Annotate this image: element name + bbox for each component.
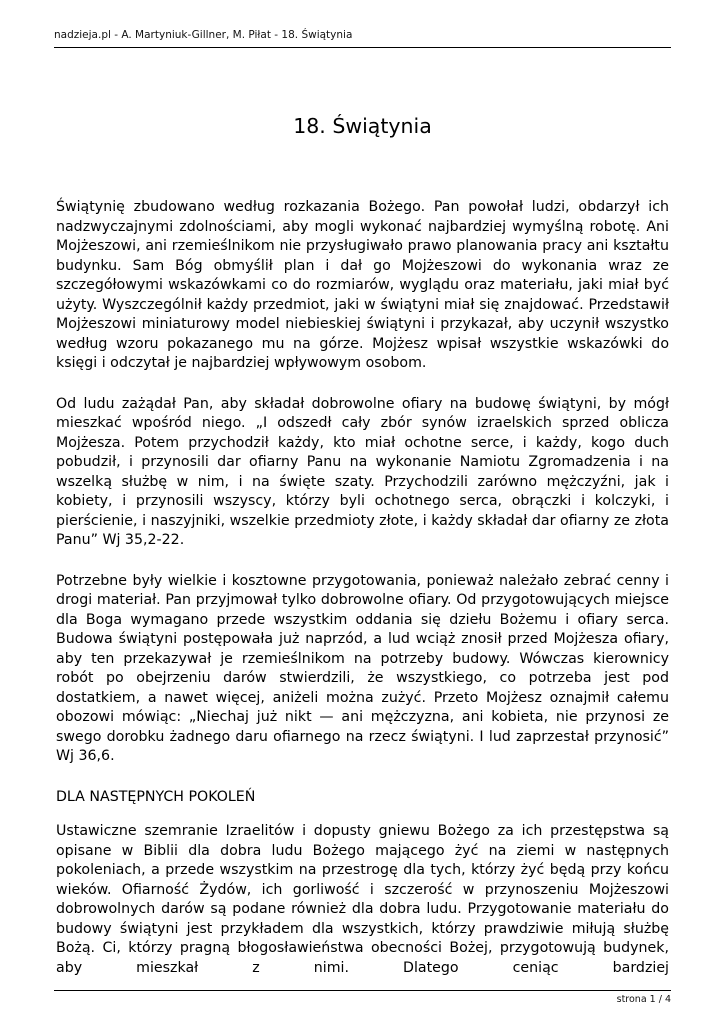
paragraph-2: Od ludu zażądał Pan, aby składał dobrowolne ofiary na budowę świątyni, by mógł mieszkać wpośród niego. „I odszedł cały zbór synów izraelskich sprzed oblicza Mojżesza. Potem przychodził każdy, kto miał ochotne serce, i każdy, kogo duch pobudził, i przynosili dar ofiarny Panu na wykonanie Namiotu Zgromadzenia i na wszelką służbę w nim, i na święte szaty. Przychodzili zarówno mężczyźni, jak i kobiety, i przynosili wszyscy, którzy byli ochotnego serca, obrączki i kolczyki, i pierścienie, i naszyjniki, wszelkie przedmioty złote, i każdy składał dar ofiarny ze złota Panu” Wj 35,2-22. [56, 395, 669, 548]
paragraph-3: Potrzebne były wielkie i kosztowne przygotowania, ponieważ należało zebrać cenny i drogi materiał. Pan przyjmował tylko dobrowolne ofiary. Od przygotowujących miejsce dla Boga wymagano przede wszystkim oddania się dziełu Bożemu i ofiary serca. Budowa świątyni postępowała już naprzód, a lud wciąż znosił przed Mojżesza ofiary, aby ten przekazywał je rzemieślnikom na potrzeby budowy. Wówczas kierownicy robót po obejrzeniu darów stwierdzili, że wszystkiego, co potrzeba jest pod dostatkiem, a nawet więcej, aniżeli można zużyć. Przeto Mojżesz oznajmił całemu obozowi mówiąc: „Niechaj już nikt — ani mężczyzna, ani kobieta, nie przynosi ze swego dorobku żadnego daru ofiarnego na rzecz świątyni. I lud zaprzestał przynosić” Wj 36,6. [56, 572, 669, 764]
paragraph-4: Ustawiczne szemranie Izraelitów i dopusty gniewu Bożego za ich przestępstwa są opisane w Biblii dla dobra ludu Bożego mającego żyć na ziemi w następnych pokoleniach, a przede wszystkim na przestrogę dla tych, którzy żyć będą przy końcu wieków. Ofiarność Żydów, ich gorliwość i szczerość w przynoszeniu Mojżeszowi dobrowolnych darów są podane również dla dobra ludu. Przygotowanie materiału do budowy świątyni jest przykładem dla wszystkich, którzy prawdziwie miłują służbę Bożą. Ci, którzy pragną błogosławieństwa obecności Bożej, przygotowują budynek, aby mieszkał z nimi. Dlatego ceniąc bardziej [56, 823, 669, 976]
page-number: strona 1 / 4 [616, 994, 671, 1005]
section-heading: DLA NASTĘPNYCH POKOLEŃ [56, 788, 256, 805]
page-title: 18. Świątynia [293, 114, 432, 138]
document-body [56, 198, 669, 999]
header-divider [54, 47, 671, 48]
footer-divider [54, 990, 671, 991]
page-header: nadzieja.pl - A. Martyniuk-Gillner, M. Piłat - 18. Świątynia [54, 29, 353, 41]
paragraph-1: Świątynię zbudowano według rozkazania Bożego. Pan powołał ludzi, obdarzył ich nadzwyczajnymi zdolnościami, aby mogli wykonać najbardziej wymyślną robotę. Ani Mojżeszowi, ani rzemieślnikom nie przysługiwało prawo planowania pracy ani kształtu budynku. Sam Bóg obmyślił plan i dał go Mojżeszowi do wykonania wraz ze szczegółowymi wskazówkami co do rozmiarów, wyglądu oraz materiału, jaki miał być użyty. Wyszczególnił każdy przedmiot, jaki w świątyni miał się znajdować. Przedstawił Mojżeszowi miniaturowy model niebieskiej świątyni i przykazał, aby uczynił wszystko według wzoru pokazanego mu na górze. Mojżesz wpisał wszystkie wskazówki do księgi i odczytał je najbardziej wpływowym osobom. [56, 199, 669, 371]
